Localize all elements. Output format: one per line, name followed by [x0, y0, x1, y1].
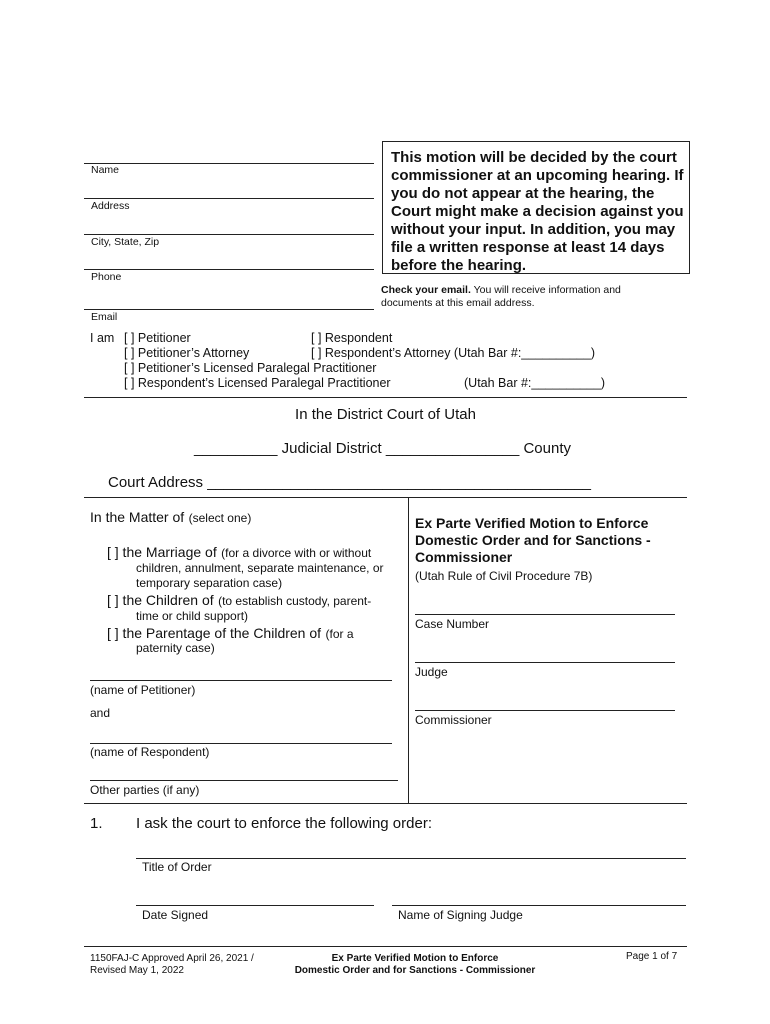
signing-judge-line[interactable] [392, 905, 686, 906]
notice-line: without your input. In addition, you may [391, 221, 676, 238]
children-title: [ ] the Children of [107, 592, 214, 608]
case-number-line[interactable] [415, 614, 675, 615]
marriage-note: (for a divorce with or without [221, 546, 372, 560]
and-label: and [90, 706, 111, 720]
footer-form-id [90, 953, 254, 977]
city-state-zip-line [84, 234, 374, 235]
title-of-order-line[interactable] [136, 858, 686, 859]
email-line [84, 309, 374, 310]
marriage-note-b: children, annulment, separate maintenance, or [136, 561, 384, 575]
caption-vertical-divider [408, 497, 409, 803]
notice-line: commissioner at an upcoming hearing. If [391, 167, 684, 184]
title-of-order-label: Title of Order [142, 860, 212, 874]
other-parties-label: Other parties (if any) [90, 783, 200, 797]
court-address-label: Court Address [108, 474, 204, 491]
petitioner-label: (name of Petitioner) [90, 683, 196, 697]
email-label: Email [91, 311, 118, 323]
name-label: Name [91, 164, 120, 176]
motion-title-line: Commissioner [415, 549, 513, 565]
notice-line: file a written response at least 14 days [391, 239, 665, 256]
matter-heading-note: (select one) [188, 511, 252, 525]
caption-bottom-rule [84, 803, 687, 804]
other-parties-line[interactable] [90, 780, 398, 781]
email-note-line2: documents at this email address. [381, 297, 535, 309]
court-address-blank[interactable]: ______________________________________________ [207, 474, 591, 491]
email-note [381, 284, 681, 310]
caption-top-rule [84, 497, 687, 498]
paralegal-bar-number: (Utah Bar #:__________) [464, 376, 606, 390]
option-petitioner-attorney[interactable]: [ ] Petitioner’s Attorney [124, 346, 250, 360]
email-note-rest: You will receive information and [470, 284, 621, 296]
court-title: In the District Court of Utah [295, 406, 476, 423]
date-signed-label: Date Signed [142, 908, 209, 922]
matter-heading-text: In the Matter of [90, 509, 185, 525]
county-label: County [523, 440, 571, 457]
county-blank[interactable]: ________________ [385, 440, 520, 457]
motion-title [415, 515, 685, 566]
notice-line: you do not appear at the hearing, the [391, 185, 655, 202]
court-address-line [108, 474, 591, 491]
rule-reference: (Utah Rule of Civil Procedure 7B) [415, 569, 593, 583]
name-line [84, 163, 374, 164]
hearing-notice-box [382, 141, 690, 274]
motion-title-line: Ex Parte Verified Motion to Enforce [415, 515, 649, 531]
address-label: Address [91, 200, 130, 212]
notice-line: This motion will be decided by the court [391, 149, 677, 166]
item1-number: 1. [90, 815, 103, 832]
marriage-note-c: temporary separation case) [136, 576, 283, 590]
parentage-title: [ ] the Parentage of the Children of [107, 625, 322, 641]
case-number-label: Case Number [415, 617, 490, 631]
signing-judge-label: Name of Signing Judge [398, 908, 523, 922]
footer-doc-title [270, 953, 560, 977]
children-note: (to establish custody, parent- [218, 594, 372, 608]
divider [84, 397, 687, 398]
motion-title-line: Domestic Order and for Sanctions - [415, 532, 651, 548]
parentage-note-b: paternity case) [136, 641, 215, 655]
footer-center-line1: Ex Parte Verified Motion to Enforce [331, 953, 499, 964]
commissioner-label: Commissioner [415, 713, 492, 727]
date-signed-line[interactable] [136, 905, 374, 906]
footer-center-line2: Domestic Order and for Sanctions - Commissioner [294, 965, 536, 976]
option-respondent[interactable]: [ ] Respondent [311, 331, 393, 345]
district-line [194, 440, 571, 457]
notice-line: Court might make a decision against you [391, 203, 684, 220]
children-note-b: time or child support) [136, 609, 249, 623]
marriage-title: [ ] the Marriage of [107, 544, 217, 560]
option-petitioner[interactable]: [ ] Petitioner [124, 331, 191, 345]
district-label: Judicial District [281, 440, 382, 457]
phone-line [84, 269, 374, 270]
option-children[interactable] [107, 592, 371, 610]
address-line [84, 198, 374, 199]
option-respondent-attorney[interactable]: [ ] Respondent’s Attorney (Utah Bar #:__________) [311, 346, 595, 360]
judge-line[interactable] [415, 662, 675, 663]
parentage-note: (for a [325, 627, 354, 641]
phone-label: Phone [91, 271, 122, 283]
footer-left-line1: 1150FAJ-C Approved April 26, 2021 / [90, 953, 254, 964]
matter-heading [90, 509, 251, 527]
district-blank[interactable]: __________ [194, 440, 278, 457]
option-marriage[interactable] [107, 544, 371, 562]
page-number: Page 1 of 7 [626, 951, 678, 962]
item1-text: I ask the court to enforce the following order: [136, 815, 432, 832]
email-note-bold: Check your email. [381, 284, 471, 296]
footer-left-line2: Revised May 1, 2022 [90, 965, 184, 976]
commissioner-line[interactable] [415, 710, 675, 711]
option-respondent-paralegal[interactable]: [ ] Respondent’s Licensed Paralegal Practitioner [124, 376, 391, 390]
option-petitioner-paralegal[interactable]: [ ] Petitioner’s Licensed Paralegal Practitioner [124, 361, 377, 375]
footer-rule [84, 946, 687, 947]
city-state-zip-label: City, State, Zip [91, 236, 160, 248]
petitioner-name-line[interactable] [90, 680, 392, 681]
respondent-label: (name of Respondent) [90, 745, 210, 759]
respondent-name-line[interactable] [90, 743, 392, 744]
i-am-label: I am [90, 331, 115, 345]
judge-label: Judge [415, 665, 448, 679]
notice-line: before the hearing. [391, 257, 527, 274]
